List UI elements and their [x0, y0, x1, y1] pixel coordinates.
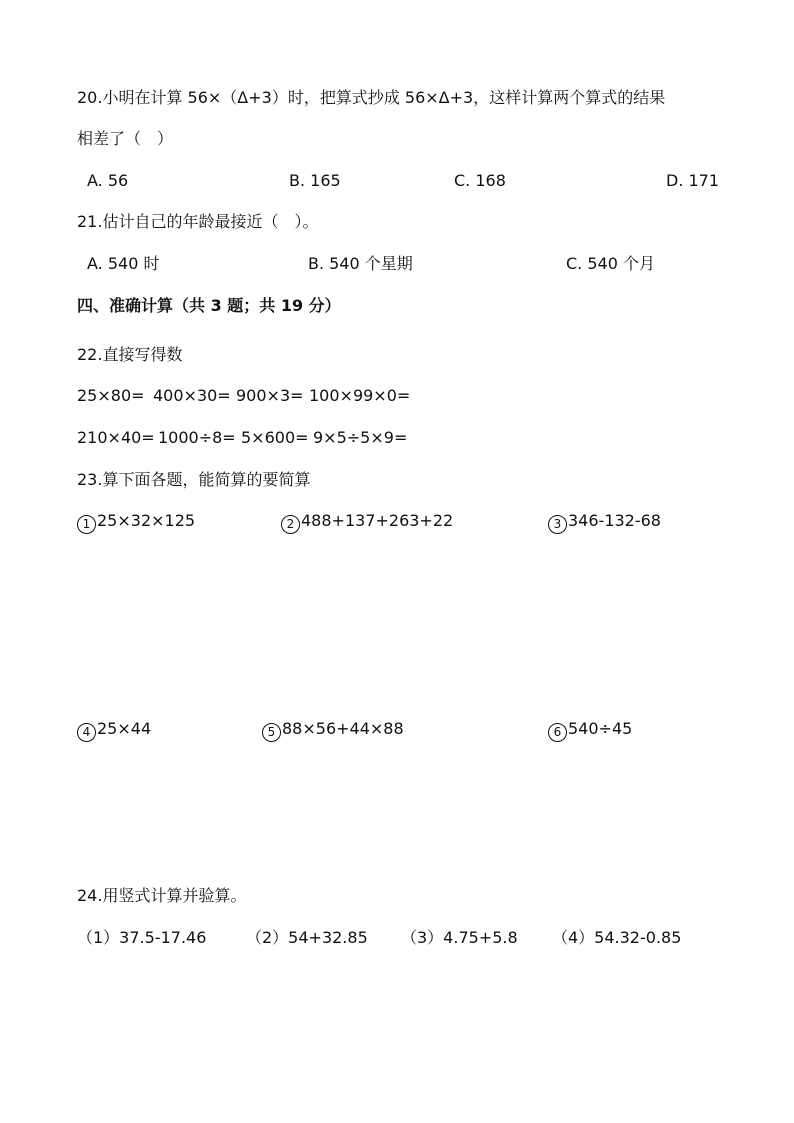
circled-number: 5 — [262, 723, 281, 742]
q23-item-5 — [262, 719, 404, 742]
q21-option-b: B. 540 个星期 — [308, 254, 413, 273]
q23-expr: 25×32×125 — [97, 511, 196, 530]
q23-text: 23.算下面各题，能简算的要简算 — [77, 470, 311, 489]
q20-option-b: B. 165 — [289, 171, 341, 190]
q21-option-a: A. 540 时 — [87, 254, 160, 273]
q23-expr: 88×56+44×88 — [282, 719, 404, 738]
q22-r1-c1: 25×80= — [77, 386, 145, 405]
q23-expr: 540÷45 — [568, 719, 633, 738]
q23-item-4 — [77, 719, 151, 742]
q22-r2-c2: 1000÷8= — [158, 428, 236, 447]
q22-text: 22.直接写得数 — [77, 345, 183, 364]
q23-expr: 346-132-68 — [568, 511, 661, 530]
q22-r2-c1: 210×40= — [77, 428, 155, 447]
q24-item-3: （3）4.75+5.8 — [401, 928, 518, 947]
q23-expr: 25×44 — [97, 719, 152, 738]
q21-text: 21.估计自己的年龄最接近（ ）。 — [77, 212, 319, 231]
circled-number: 6 — [548, 723, 567, 742]
circled-number: 1 — [77, 515, 96, 534]
q22-r1-c3: 900×3= — [236, 386, 304, 405]
q23-item-2 — [281, 511, 453, 534]
q23-expr: 488+137+263+22 — [301, 511, 454, 530]
q22-r1-c2: 400×30= — [153, 386, 231, 405]
q21-option-c: C. 540 个月 — [566, 254, 655, 273]
q23-item-3 — [548, 511, 661, 534]
q23-item-6 — [548, 719, 632, 742]
q24-item-4: （4）54.32-0.85 — [552, 928, 682, 947]
q24-item-1: （1）37.5-17.46 — [77, 928, 207, 947]
circled-number: 4 — [77, 723, 96, 742]
q24-item-2: （2）54+32.85 — [246, 928, 368, 947]
q20-option-a: A. 56 — [87, 171, 129, 190]
circled-number: 2 — [281, 515, 300, 534]
q20-line2: 相差了（ ） — [77, 129, 174, 148]
q22-r1-c4: 100×99×0= — [309, 386, 411, 405]
q20-line1: 20.小明在计算 56×（Δ+3）时，把算式抄成 56×Δ+3，这样计算两个算式的结果 — [77, 88, 666, 107]
section-heading: 四、准确计算（共 3 题；共 19 分） — [77, 296, 341, 315]
q20-option-d: D. 171 — [666, 171, 720, 190]
q20-option-c: C. 168 — [454, 171, 506, 190]
circled-number: 3 — [548, 515, 567, 534]
q22-r2-c4: 9×5÷5×9= — [313, 428, 408, 447]
q22-r2-c3: 5×600= — [241, 428, 309, 447]
q23-item-1 — [77, 511, 195, 534]
q24-text: 24.用竖式计算并验算。 — [77, 886, 247, 905]
